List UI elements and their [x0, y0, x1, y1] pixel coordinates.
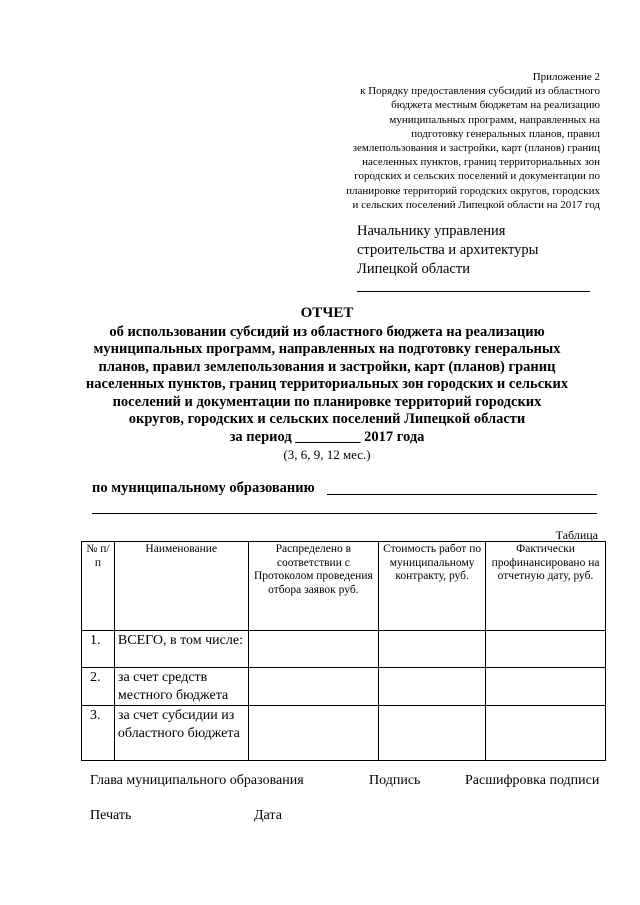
report-table — [81, 541, 606, 761]
row-number: 3. — [82, 706, 115, 761]
report-subtitle-line: поселений и документации по планировке территорий городских — [112, 393, 542, 410]
row-distributed — [248, 706, 379, 761]
appendix-block — [300, 70, 600, 212]
addressee-block — [357, 222, 597, 292]
appendix-line: населенных пунктов, границ территориальных зон — [362, 156, 600, 169]
appendix-line: бюджета местным бюджетам на реализацию — [391, 99, 600, 112]
row-name: за счет субсидии из областного бюджета — [114, 706, 248, 761]
appendix-line: муниципальных программ, направленных на — [389, 113, 600, 126]
municipality-fill-line — [327, 494, 597, 495]
municipality-label: по муниципальному образованию — [92, 480, 315, 496]
appendix-line: землепользования и застройки, карт (планов) границ — [352, 142, 600, 155]
header-number: № п/п — [82, 542, 115, 631]
signature-decode-label: Расшифровка подписи — [465, 773, 600, 788]
addressee-signature-line — [357, 279, 590, 292]
row-cost — [379, 631, 486, 668]
addressee-line: строительства и архитектуры — [357, 242, 539, 258]
report-title: ОТЧЕТ — [300, 305, 354, 321]
date-label: Дата — [254, 808, 282, 823]
row-financed — [486, 706, 606, 761]
report-subtitle-line: населенных пунктов, границ территориальных зон городских и сельских — [85, 376, 569, 392]
row-cost — [379, 668, 486, 706]
report-title-block — [70, 305, 584, 464]
row-distributed — [248, 631, 379, 668]
appendix-line: планировке территорий городских округов, городских — [346, 184, 600, 197]
header-name: Наименование — [114, 542, 248, 631]
header-financed: Фактически профинансировано на отчетную дату, руб. — [486, 542, 606, 631]
appendix-line: подготовку генеральных планов, правил — [411, 127, 600, 140]
row-financed — [486, 631, 606, 668]
row-distributed — [248, 668, 379, 706]
head-of-municipality-label: Глава муниципального образования — [90, 773, 304, 788]
table-row — [82, 706, 606, 761]
appendix-line: Приложение 2 — [532, 71, 600, 83]
report-subtitle-line: об использовании субсидий из областного бюджета на реализацию — [109, 323, 545, 340]
table-caption: Таблица — [555, 528, 598, 542]
table-header-row — [82, 542, 606, 631]
row-name: за счет средств местного бюджета — [114, 668, 248, 706]
table-row — [82, 631, 606, 668]
appendix-line: городских и сельских поселений и документации по — [354, 170, 600, 183]
row-number: 2. — [82, 668, 115, 706]
header-distributed: Распределено в соответствии с Протоколом проведения отбора заявок руб. — [248, 542, 379, 631]
report-period-line: за период _________ 2017 года — [229, 428, 425, 445]
report-subtitle-line: округов, городских и сельских поселений Липецкой области — [128, 411, 526, 427]
report-subtitle-line: муниципальных программ, направленных на подготовку генеральных — [93, 341, 561, 357]
stamp-label: Печать — [90, 808, 132, 823]
appendix-line: и сельских поселений Липецкой области на 2017 год — [352, 198, 600, 211]
table-row — [82, 668, 606, 706]
signature-label: Подпись — [369, 773, 421, 788]
row-name: ВСЕГО, в том числе: — [114, 631, 248, 668]
row-number: 1. — [82, 631, 115, 668]
report-period-note: (3, 6, 9, 12 мес.) — [283, 447, 371, 462]
row-cost — [379, 706, 486, 761]
addressee-line: Начальнику управления — [357, 223, 506, 239]
addressee-line: Липецкой области — [357, 261, 470, 277]
report-subtitle-line: планов, правил землепользования и застройки, карт (планов) границ — [98, 358, 556, 375]
row-financed — [486, 668, 606, 706]
municipality-fill-line-2 — [92, 513, 597, 514]
appendix-line: к Порядку предоставления субсидий из областного — [360, 85, 600, 98]
header-cost: Стоимость работ по муниципальному контракту, руб. — [379, 542, 486, 631]
